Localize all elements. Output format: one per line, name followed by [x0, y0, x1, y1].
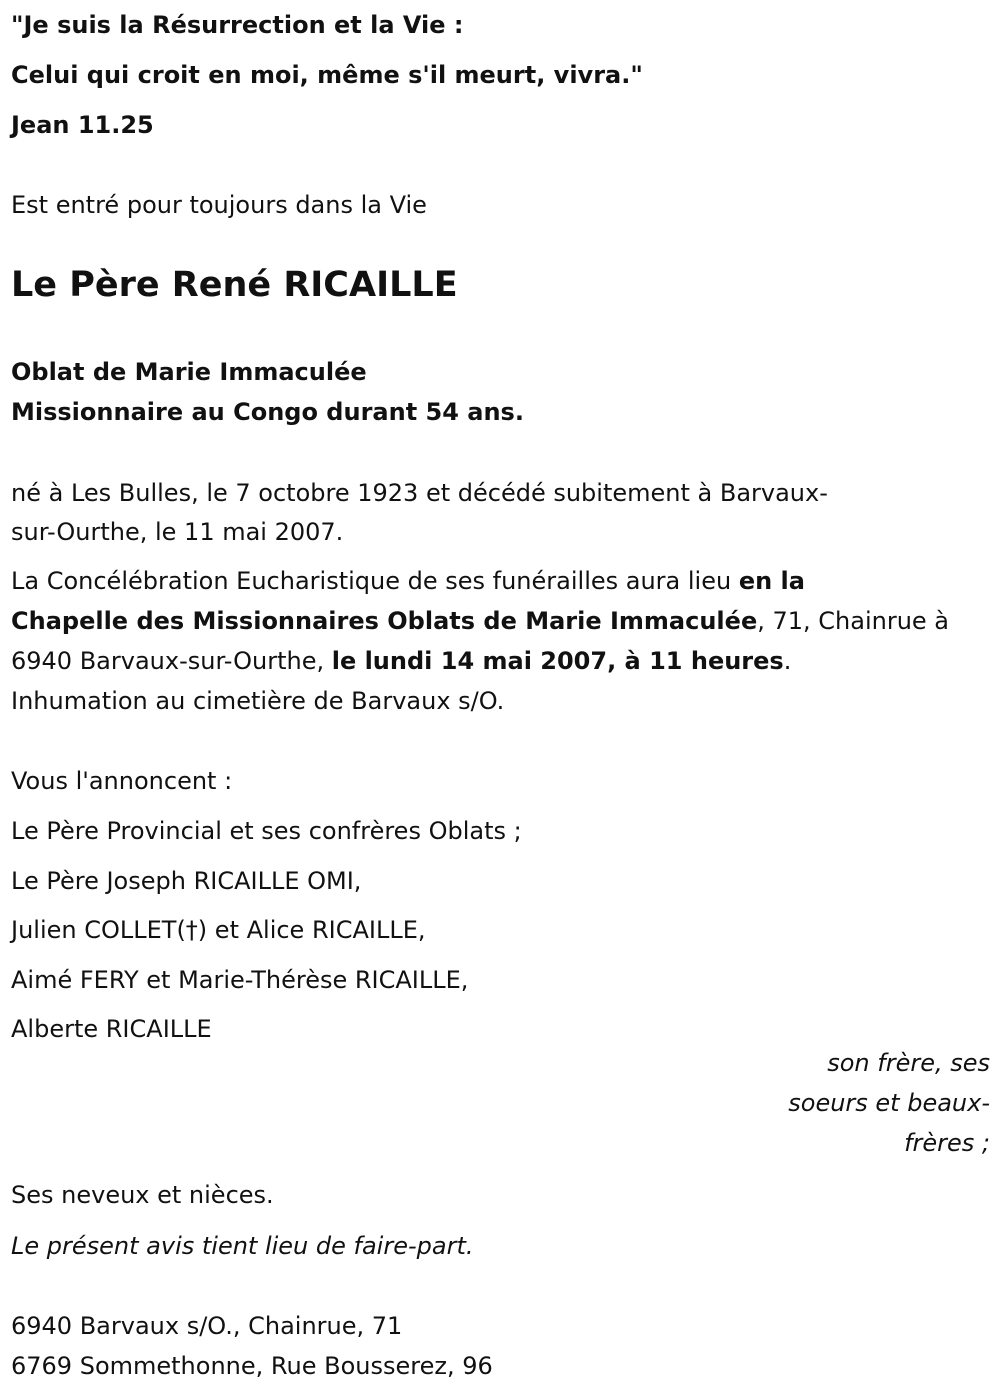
funeral-period: .	[783, 647, 792, 675]
burial-line: Inhumation au cimetière de Barvaux s/O.	[11, 687, 505, 715]
announcers-heading: Vous l'annoncent :	[11, 767, 233, 795]
nephews-line: Ses neveux et nièces.	[11, 1181, 274, 1209]
verse-line-2: Celui qui croit en moi, même s'il meurt, vivra."	[11, 61, 643, 89]
deceased-name: Le Père René RICAILLE	[11, 265, 458, 305]
title-line-1: Oblat de Marie Immaculée	[11, 358, 367, 386]
relation-line-3: frères ;	[904, 1129, 990, 1157]
funeral-location: Chapelle des Missionnaires Oblats de Marie Immaculée	[11, 607, 758, 635]
birth-death-line-2: sur-Ourthe, le 11 mai 2007.	[11, 518, 344, 546]
notice-line: Le présent avis tient lieu de faire-part.	[11, 1232, 474, 1260]
funeral-text: La Concélébration Eucharistique de ses funérailles aura lieu	[11, 567, 739, 595]
funeral-address: , 71, Chainrue à	[757, 607, 950, 635]
relation-line-2: soeurs et beaux-	[788, 1089, 990, 1117]
funeral-datetime: le lundi 14 mai 2007, à 11 heures	[331, 647, 784, 675]
intro-text: Est entré pour toujours dans la Vie	[11, 191, 427, 219]
funeral-location-start: en la	[738, 567, 805, 595]
funeral-line-3	[11, 646, 791, 676]
relation-line-1: son frère, ses	[827, 1049, 990, 1077]
title-line-2: Missionnaire au Congo durant 54 ans.	[11, 398, 524, 426]
funeral-line-1	[11, 566, 805, 596]
funeral-line-2	[11, 606, 949, 636]
announcer-item: Julien COLLET(†) et Alice RICAILLE,	[11, 916, 426, 944]
announcer-item: Alberte RICAILLE	[11, 1015, 212, 1043]
announcer-item: Le Père Joseph RICAILLE OMI,	[11, 867, 362, 895]
verse-reference: Jean 11.25	[11, 111, 154, 139]
announcer-item: Aimé FERY et Marie-Thérèse RICAILLE,	[11, 966, 469, 994]
address-line: 6769 Sommethonne, Rue Bousserez, 96	[11, 1352, 493, 1380]
birth-death-line-1: né à Les Bulles, le 7 octobre 1923 et décédé subitement à Barvaux-	[11, 479, 828, 507]
announcer-item: Le Père Provincial et ses confrères Oblats ;	[11, 817, 522, 845]
funeral-town: 6940 Barvaux-sur-Ourthe,	[11, 647, 332, 675]
verse-line-1: "Je suis la Résurrection et la Vie :	[11, 11, 464, 39]
address-line: 6940 Barvaux s/O., Chainrue, 71	[11, 1312, 403, 1340]
